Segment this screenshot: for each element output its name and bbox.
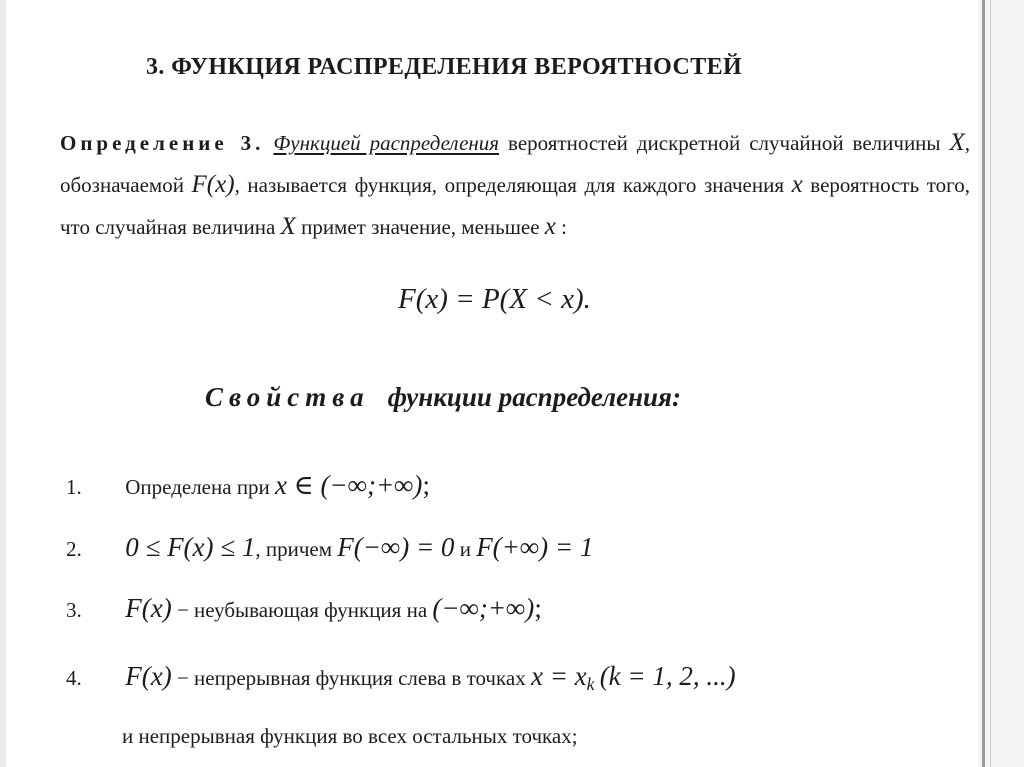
property-tail: ; — [422, 470, 430, 500]
property-number: 4. — [66, 666, 82, 690]
property-math: F(x) — [125, 661, 172, 691]
property-number: 1. — [66, 475, 82, 499]
property-item-1 — [66, 470, 430, 501]
scan-page-edge-line — [982, 0, 985, 767]
definition-var-x2: x — [544, 213, 556, 240]
property-subscript: k — [586, 674, 595, 695]
property-continuation: и непрерывная функция во всех остальных точках; — [122, 724, 578, 748]
property-math: (−∞;+∞) — [432, 593, 535, 623]
definition-label: Определение 3. — [60, 131, 265, 155]
definition-text-3: , называется функция, определяющая для каждого значения — [234, 173, 784, 197]
properties-heading — [205, 382, 681, 413]
property-item-3 — [66, 593, 542, 624]
property-math: F(x) — [125, 593, 172, 623]
properties-heading-rest: функции распределения: — [387, 382, 681, 412]
section-title: 3. ФУНКЦИЯ РАСПРЕДЕЛЕНИЯ ВЕРОЯТНОСТЕЙ — [146, 54, 743, 80]
property-math: x ∈ (−∞;+∞) — [275, 470, 423, 500]
property-text: − непрерывная функция слева в точках — [176, 666, 526, 690]
definition-text-6: : — [561, 215, 567, 239]
definition-var-X2: X — [280, 213, 296, 240]
property-text: , причем — [255, 537, 333, 561]
property-conjunction: и — [459, 537, 471, 561]
property-math: F(+∞) = 1 — [476, 532, 594, 562]
property-math: 0 ≤ F(x) ≤ 1 — [125, 532, 256, 562]
definition-text-5: примет значение, меньшее — [301, 215, 540, 239]
definition-text-2: , обозначаемой — [60, 131, 971, 197]
definition-text-4: вероятность того, что случайная величина — [60, 173, 971, 239]
definition-formula: F(x) = P(X < x). — [398, 283, 591, 315]
definition-var-X: X — [949, 129, 965, 156]
definition-text-1: вероятностей дискретной случайной величины — [508, 131, 941, 155]
definition-term: Функцией распределения — [273, 131, 500, 155]
definition-paragraph — [60, 122, 970, 248]
property-text: Определена при — [125, 475, 270, 499]
property-math: F(−∞) = 0 — [337, 532, 455, 562]
property-math: (k = 1, 2, ...) — [599, 661, 736, 691]
properties-heading-lead: Свойства — [205, 382, 370, 412]
scan-page-edge-line-thin — [990, 0, 991, 767]
property-item-2 — [66, 532, 593, 563]
property-item-4 — [66, 661, 736, 695]
property-tail: ; — [534, 593, 542, 623]
property-number: 2. — [66, 537, 82, 561]
property-text: − неубывающая функция на — [176, 598, 428, 622]
definition-var-Fx: F(x) — [191, 171, 235, 198]
property-number: 3. — [66, 598, 82, 622]
definition-var-x: x — [791, 171, 803, 198]
scan-left-margin — [0, 0, 6, 767]
property-math: x = x — [530, 661, 587, 691]
